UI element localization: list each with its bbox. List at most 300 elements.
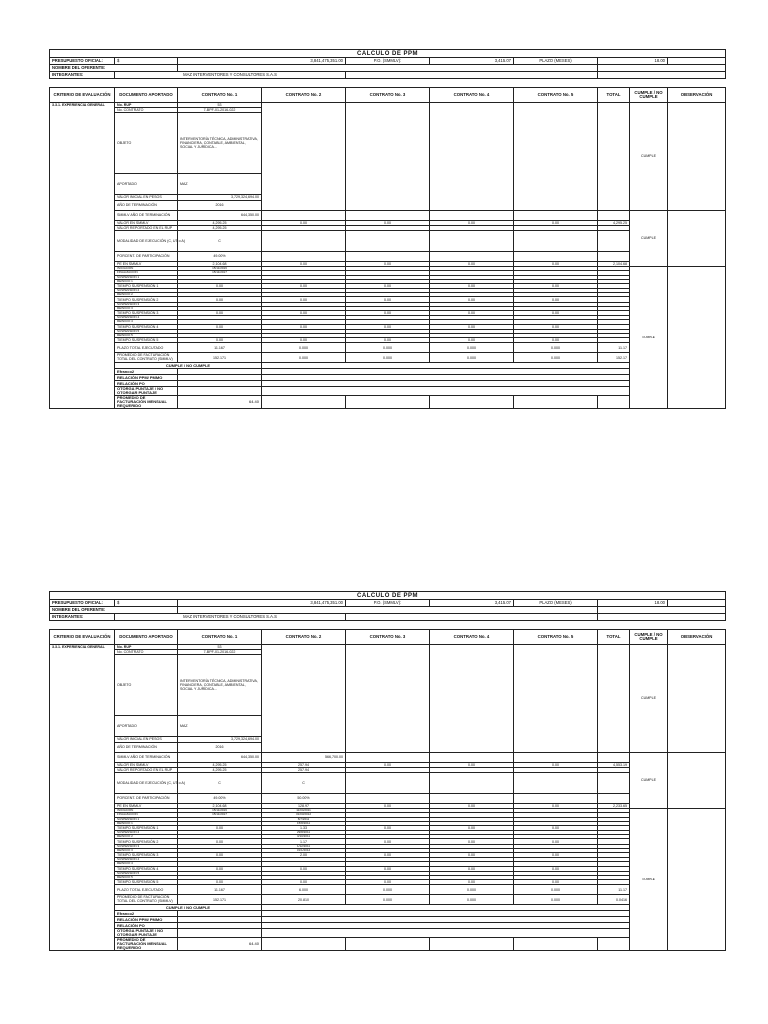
empty-cell bbox=[262, 395, 346, 409]
tiempo-3-c4: 0.00 bbox=[430, 853, 514, 858]
promedio-total: 0.0416 bbox=[598, 895, 630, 905]
finalizacion-1: 15/11/2017 bbox=[178, 813, 262, 817]
valor-rup-label: VALOR REPORTADO EN EL RUP bbox=[115, 767, 178, 772]
empty-cell bbox=[346, 793, 430, 803]
empty-cell bbox=[598, 72, 726, 79]
plazo-total-label: PLAZO TOTAL EJECUTADO bbox=[115, 343, 178, 353]
sheet-title: CALCULO DE PPM bbox=[50, 50, 726, 58]
empty-cell bbox=[514, 645, 598, 753]
tiempo-1-c1: 0.00 bbox=[178, 825, 262, 830]
reinicio-3-label: REINICIO 3 bbox=[115, 306, 178, 310]
smmlv-1: 644,350.00 bbox=[178, 752, 262, 762]
col-cumple: CUMPLE / NO CUMPLE bbox=[630, 88, 668, 103]
iniciacion-1: 15/11/2016 bbox=[178, 267, 262, 271]
tiempo-4-c1: 0.00 bbox=[178, 866, 262, 871]
col-documento: DOCUMENTO APORTADO bbox=[115, 630, 178, 645]
relacion-ppm-label: RELACIÓN PPM/ PMMO bbox=[115, 917, 178, 923]
plazo-c1: 11.167 bbox=[178, 885, 262, 895]
valor-rup-label: VALOR REPORTADO EN EL RUP bbox=[115, 225, 178, 230]
tiempo-4-c5: 0.00 bbox=[514, 866, 598, 871]
tiempo-1-c4: 0.00 bbox=[430, 825, 514, 830]
finalizacion-1: 15/11/2017 bbox=[178, 271, 262, 275]
empty-cell bbox=[178, 387, 262, 395]
tiempo-5-c1: 0.00 bbox=[178, 880, 262, 885]
empty-cell bbox=[598, 251, 630, 261]
tiempo-4-c2: 0.00 bbox=[262, 324, 346, 329]
valor-smmlv-1: 4,295.25 bbox=[178, 762, 262, 767]
col-observacion: OBSERVACIÓN bbox=[668, 630, 726, 645]
reinicio-5-label: REINICIO 5 bbox=[115, 875, 178, 879]
empty-cell bbox=[598, 395, 630, 409]
tiempo-susp-4-label: TIEMPO SUSPENSIÓN 4 bbox=[115, 866, 178, 871]
col-documento: DOCUMENTO APORTADO bbox=[115, 88, 178, 103]
empty-cell bbox=[430, 251, 514, 261]
pe-smmlv-3: 0.00 bbox=[346, 261, 430, 266]
col-contrato-4: CONTRATO No. 4 bbox=[430, 88, 514, 103]
tiempo-susp-1-label: TIEMPO SUSPENSIÓN 1 bbox=[115, 283, 178, 288]
iniciacion-2: 11/04/2011 bbox=[262, 809, 346, 813]
relacion-ppm-label: RELACIÓN PPM/ PMMO bbox=[115, 375, 178, 381]
nombre-value bbox=[178, 607, 598, 614]
empty-cell bbox=[178, 929, 262, 937]
empty-cell bbox=[346, 614, 598, 621]
promedio-c1: 152.171 bbox=[178, 895, 262, 905]
tiempo-4-c5: 0.00 bbox=[514, 324, 598, 329]
contrato-label: No. CONTRATO bbox=[115, 108, 178, 113]
empty-cell bbox=[598, 937, 630, 951]
valor-smmlv-5: 0.00 bbox=[514, 762, 598, 767]
aportado-label: APORTADO bbox=[115, 174, 178, 195]
plazo-c5: 0.000 bbox=[514, 885, 598, 895]
cumple-no-label: CUMPLE / NO CUMPLE bbox=[115, 905, 262, 911]
relacion-po-label: RELACIÓN PO bbox=[115, 923, 178, 929]
empty-cell bbox=[430, 230, 514, 251]
valor-smmlv-4: 0.00 bbox=[430, 762, 514, 767]
col-contrato-5: CONTRATO No. 5 bbox=[514, 88, 598, 103]
promedio-c3: 0.000 bbox=[346, 353, 430, 363]
objeto-label: OBJETO bbox=[115, 655, 178, 716]
aportado-value: MAZ bbox=[178, 174, 262, 195]
rup-value: 53 bbox=[178, 645, 262, 650]
tiempo-2-c5: 0.00 bbox=[514, 297, 598, 302]
valor-inicial-1: 3,729,324,694.00 bbox=[178, 737, 262, 742]
col-observacion: OBSERVACIÓN bbox=[668, 88, 726, 103]
po-value: 3,415.07 bbox=[430, 600, 514, 607]
suspension-3-c2: 1/12/2011 bbox=[262, 844, 346, 848]
presupuesto-value: 3,841,475,351.00 bbox=[178, 58, 346, 65]
tiempo-5-c2: 0.00 bbox=[262, 338, 346, 343]
suspension-4-label: SUSPENSIÓN 4 bbox=[115, 858, 178, 862]
cumple-exp: CUMPLE bbox=[630, 645, 668, 753]
tiempo-susp-2-label: TIEMPO SUSPENSIÓN 2 bbox=[115, 839, 178, 844]
valor-inicial-value: 3,729,324,694.00 bbox=[178, 195, 262, 200]
empty-cell bbox=[514, 251, 598, 261]
cumple-valor: CUMPLE bbox=[630, 752, 668, 809]
plazo-total: 11.17 bbox=[598, 885, 630, 895]
empty-cell bbox=[346, 103, 430, 211]
pe-smmlv-5: 0.00 bbox=[514, 803, 598, 808]
empty-cell bbox=[430, 103, 514, 211]
empty-cell bbox=[668, 645, 726, 753]
suspension-3-label: SUSPENSIÓN 3 bbox=[115, 302, 178, 306]
plazo-c3: 0.000 bbox=[346, 885, 430, 895]
empty-cell bbox=[598, 793, 630, 803]
plazo-c3: 0.000 bbox=[346, 343, 430, 353]
rup-label: No. RUP bbox=[115, 103, 178, 108]
valor-rup-1: 4,295.25 bbox=[178, 225, 262, 230]
sheet-1 bbox=[49, 49, 719, 409]
col-contrato-3: CONTRATO No. 3 bbox=[346, 88, 430, 103]
empty-cell bbox=[430, 772, 514, 793]
pe-smmlv-total: 2,104.68 bbox=[598, 261, 630, 266]
integrantes-value: MAZ INTERVENTORES Y CONSULTORES S.A.S bbox=[115, 72, 346, 79]
valor-smmlv-label: VALOR EN SMMLV bbox=[115, 220, 178, 225]
plazo-c5: 0.000 bbox=[514, 343, 598, 353]
col-criterio: CRITERIO DE EVALUACIÓN bbox=[50, 88, 115, 103]
promedio-c2: 0.000 bbox=[262, 353, 346, 363]
empty-cell bbox=[514, 752, 598, 762]
suspension-4-label: SUSPENSIÓN 4 bbox=[115, 316, 178, 320]
presupuesto-label: PRESUPUESTO OFICIAL: bbox=[50, 58, 115, 65]
aportado-value: MAZ bbox=[178, 716, 262, 737]
empty-cell bbox=[598, 210, 630, 220]
valor-smmlv-label: VALOR EN SMMLV bbox=[115, 762, 178, 767]
tiempo-susp-5-label: TIEMPO SUSPENSIÓN 5 bbox=[115, 338, 178, 343]
empty-cell bbox=[668, 267, 726, 409]
empty-cell bbox=[346, 230, 430, 251]
tiempo-4-c4: 0.00 bbox=[430, 866, 514, 871]
empty-cell bbox=[430, 937, 514, 951]
col-contrato-1: CONTRATO No. 1 bbox=[178, 630, 262, 645]
empty-cell bbox=[430, 395, 514, 409]
experiencia-label: 3.3.1. EXPERIENCIA GENERAL bbox=[50, 645, 115, 951]
iniciacion-label: INICIACIÓN bbox=[115, 267, 178, 271]
plazo-c2: 6.000 bbox=[262, 885, 346, 895]
promedio-c1: 152.171 bbox=[178, 353, 262, 363]
empty-cell bbox=[668, 58, 726, 65]
valor-smmlv-4: 0.00 bbox=[430, 220, 514, 225]
relacion-po-label: RELACIÓN PO bbox=[115, 381, 178, 387]
nombre-label: NOMBRE DEL OFERENTE: bbox=[50, 65, 178, 72]
tiempo-3-c3: 0.00 bbox=[346, 311, 430, 316]
empty-cell bbox=[514, 230, 598, 251]
spacer bbox=[50, 79, 726, 88]
finalizacion-label: FINALIZACIÓN bbox=[115, 813, 178, 817]
col-contrato-4: CONTRATO No. 4 bbox=[430, 630, 514, 645]
modalidad-label: MODALIDAD DE EJECUCIÓN (C, UT o A) bbox=[115, 230, 178, 251]
po-value: 3,415.07 bbox=[430, 58, 514, 65]
promedio-req-value: 64.40 bbox=[178, 937, 262, 951]
objeto-label: OBJETO bbox=[115, 113, 178, 174]
ppm-table-2 bbox=[49, 591, 726, 951]
valor-smmlv-3: 0.00 bbox=[346, 220, 430, 225]
promedio-req-label: PROMEDIO DE FACTURACIÓN MENSUAL REQUERIDO bbox=[115, 395, 178, 409]
ano-term-1: 2016 bbox=[178, 742, 262, 752]
integrantes-label: INTEGRANTES: bbox=[50, 72, 115, 79]
empty-cell bbox=[598, 65, 726, 72]
tiempo-1-c5: 0.00 bbox=[514, 825, 598, 830]
modalidad-1: C bbox=[178, 772, 262, 793]
valor-smmlv-3: 0.00 bbox=[346, 762, 430, 767]
empty-cell bbox=[514, 103, 598, 211]
contrato-label: No. CONTRATO bbox=[115, 650, 178, 655]
empty-cell bbox=[346, 210, 430, 220]
empty-cell bbox=[598, 614, 726, 621]
reinicio-3-c2: 31/1/2012 bbox=[262, 848, 346, 852]
tiempo-2-c1: 0.00 bbox=[178, 839, 262, 844]
porcentaje-label: PORCENT. DE PARTICIPACIÓN bbox=[115, 793, 178, 803]
iniciacion-label: INICIACIÓN bbox=[115, 809, 178, 813]
tiempo-5-c3: 0.00 bbox=[346, 338, 430, 343]
tiempo-susp-5-label: TIEMPO SUSPENSIÓN 5 bbox=[115, 880, 178, 885]
promedio-total-label: PROMEDIO DE FACTURACIÓN TOTAL DEL CONTRATO (SMMLV) bbox=[115, 895, 178, 905]
col-contrato-5: CONTRATO No. 5 bbox=[514, 630, 598, 645]
tiempo-4-c3: 0.00 bbox=[346, 324, 430, 329]
tiempo-5-c2: 0.00 bbox=[262, 880, 346, 885]
tiempo-susp-1-label: TIEMPO SUSPENSIÓN 1 bbox=[115, 825, 178, 830]
col-contrato-3: CONTRATO No. 3 bbox=[346, 630, 430, 645]
plazo-value: 18.00 bbox=[598, 600, 668, 607]
rup-value: 53 bbox=[178, 103, 262, 108]
empty-cell bbox=[346, 752, 430, 762]
efranco-label: Efranco2 bbox=[115, 911, 178, 917]
tiempo-5-c4: 0.00 bbox=[430, 338, 514, 343]
empty-cell bbox=[346, 645, 430, 753]
empty-cell bbox=[430, 210, 514, 220]
col-cumple: CUMPLE / NO CUMPLE bbox=[630, 630, 668, 645]
tiempo-4-c3: 0.00 bbox=[346, 866, 430, 871]
empty-cell bbox=[346, 72, 598, 79]
valor-smmlv-2: 257.94 bbox=[262, 762, 346, 767]
po-label: P.O. (SMMLV): bbox=[346, 600, 430, 607]
pe-smmlv-4: 0.00 bbox=[430, 803, 514, 808]
valor-inicial-label: VALOR INICIAL EN PESOS bbox=[115, 195, 178, 200]
promedio-req-label: PROMEDIO DE FACTURACIÓN MENSUAL REQUERIDO bbox=[115, 937, 178, 951]
tiempo-susp-2-label: TIEMPO SUSPENSIÓN 2 bbox=[115, 297, 178, 302]
tiempo-2-c2: 1.17 bbox=[262, 839, 346, 844]
empty-cell bbox=[598, 103, 630, 211]
reinicio-2-c2: 3/10/2011 bbox=[262, 835, 346, 839]
rup-label: No. RUP bbox=[115, 645, 178, 650]
pe-smmlv-4: 0.00 bbox=[430, 261, 514, 266]
promedio-req-value: 64.40 bbox=[178, 395, 262, 409]
suspension-1-c2: 6/7/2011 bbox=[262, 817, 346, 821]
empty-cell bbox=[262, 929, 630, 937]
ano-term-1: 2016 bbox=[178, 200, 262, 210]
ppm-table-1 bbox=[49, 49, 726, 409]
promedio-c4: 0.000 bbox=[430, 895, 514, 905]
cumple-plazo: CUMPLE bbox=[630, 267, 668, 409]
tiempo-susp-4-label: TIEMPO SUSPENSIÓN 4 bbox=[115, 324, 178, 329]
porcentaje-label: PORCENT. DE PARTICIPACIÓN bbox=[115, 251, 178, 261]
tiempo-5-c5: 0.00 bbox=[514, 338, 598, 343]
tiempo-3-c3: 0.00 bbox=[346, 853, 430, 858]
reinicio-4-label: REINICIO 4 bbox=[115, 862, 178, 866]
tiempo-2-c1: 0.00 bbox=[178, 297, 262, 302]
reinicio-2-label: REINICIO 2 bbox=[115, 293, 178, 297]
tiempo-2-c5: 0.00 bbox=[514, 839, 598, 844]
plazo-label: PLAZO (MESES) bbox=[514, 58, 598, 65]
suspension-5-label: SUSPENSIÓN 5 bbox=[115, 871, 178, 875]
spacer bbox=[50, 621, 726, 630]
col-contrato-2: CONTRATO No. 2 bbox=[262, 88, 346, 103]
smmlv-label: SMMLV AÑO DE TERMINACIÓN bbox=[115, 752, 178, 762]
valor-inicial-label: VALOR INICIAL EN PESOS bbox=[115, 737, 178, 742]
reinicio-1-c2: 15/8/2011 bbox=[262, 821, 346, 825]
col-total: TOTAL bbox=[598, 88, 630, 103]
reinicio-3-label: REINICIO 3 bbox=[115, 848, 178, 852]
porcentaje-1: 49.00% bbox=[178, 251, 262, 261]
empty-cell bbox=[668, 210, 726, 267]
pe-smmlv-2: 0.00 bbox=[262, 261, 346, 266]
valor-smmlv-1: 4,295.25 bbox=[178, 220, 262, 225]
ano-term-label: AÑO DE TERMINACIÓN bbox=[115, 742, 178, 752]
empty-cell bbox=[668, 752, 726, 809]
promedio-c4: 0.000 bbox=[430, 353, 514, 363]
tiempo-4-c4: 0.00 bbox=[430, 324, 514, 329]
objeto-value: INTERVENTORÍA TÉCNICA, ADMINISTRATIVA, FINANCIERA, CONTABLE, AMBIENTAL, SOCIAL Y JURÍDICA... bbox=[178, 113, 262, 174]
po-label: P.O. (SMMLV): bbox=[346, 58, 430, 65]
suspension-1-label: SUSPENSIÓN 1 bbox=[115, 275, 178, 279]
reinicio-5-label: REINICIO 5 bbox=[115, 333, 178, 337]
empty-cell bbox=[598, 230, 630, 251]
empty-cell bbox=[514, 793, 598, 803]
col-total: TOTAL bbox=[598, 630, 630, 645]
pe-smmlv-2: 128.97 bbox=[262, 803, 346, 808]
empty-cell bbox=[598, 752, 630, 762]
promedio-c2: 20.810 bbox=[262, 895, 346, 905]
empty-cell bbox=[668, 809, 726, 951]
cumple-plazo: CUMPLE bbox=[630, 809, 668, 951]
smmlv-label: SMMLV AÑO DE TERMINACIÓN bbox=[115, 210, 178, 220]
promedio-c5: 0.000 bbox=[514, 353, 598, 363]
empty-cell bbox=[262, 251, 346, 261]
reinicio-4-label: REINICIO 4 bbox=[115, 320, 178, 324]
reinicio-1-label: REINICIO 1 bbox=[115, 821, 178, 825]
col-contrato-1: CONTRATO No. 1 bbox=[178, 88, 262, 103]
empty-cell bbox=[262, 103, 346, 211]
valor-rup-1: 4,295.25 bbox=[178, 767, 262, 772]
col-criterio: CRITERIO DE EVALUACIÓN bbox=[50, 630, 115, 645]
pe-smmlv-label: PE EN SMMLV bbox=[115, 803, 178, 808]
empty-cell bbox=[598, 772, 630, 793]
tiempo-1-c3: 0.00 bbox=[346, 283, 430, 288]
pe-smmlv-3: 0.00 bbox=[346, 803, 430, 808]
presupuesto-label: PRESUPUESTO OFICIAL: bbox=[50, 600, 115, 607]
iniciacion-1: 15/11/2016 bbox=[178, 809, 262, 813]
tiempo-3-c2: 2.00 bbox=[262, 853, 346, 858]
tiempo-5-c1: 0.00 bbox=[178, 338, 262, 343]
pe-smmlv-1: 2,104.68 bbox=[178, 261, 262, 266]
suspension-2-label: SUSPENSIÓN 2 bbox=[115, 831, 178, 835]
tiempo-1-c5: 0.00 bbox=[514, 283, 598, 288]
plazo-label: PLAZO (MESES) bbox=[514, 600, 598, 607]
empty-cell bbox=[430, 752, 514, 762]
tiempo-1-c3: 0.00 bbox=[346, 825, 430, 830]
currency: $ bbox=[115, 600, 178, 607]
porcentaje-1: 49.00% bbox=[178, 793, 262, 803]
reinicio-2-label: REINICIO 2 bbox=[115, 835, 178, 839]
otorga-label: OTORGA PUNTAJE / NO OTORGAR PUNTAJE bbox=[115, 929, 178, 937]
cumple-valor: CUMPLE bbox=[630, 210, 668, 267]
pe-smmlv-label: PE EN SMMLV bbox=[115, 261, 178, 266]
promedio-c3: 0.000 bbox=[346, 895, 430, 905]
suspension-2-c2: 29/8/2011 bbox=[262, 831, 346, 835]
smmlv-2: 566,700.00 bbox=[262, 752, 346, 762]
integrantes-label: INTEGRANTES: bbox=[50, 614, 115, 621]
plazo-total-label: PLAZO TOTAL EJECUTADO bbox=[115, 885, 178, 895]
ano-term-label: AÑO DE TERMINACIÓN bbox=[115, 200, 178, 210]
empty-cell bbox=[598, 607, 726, 614]
suspension-3-label: SUSPENSIÓN 3 bbox=[115, 844, 178, 848]
tiempo-2-c4: 0.00 bbox=[430, 297, 514, 302]
empty-cell bbox=[262, 645, 346, 753]
valor-smmlv-2: 0.00 bbox=[262, 220, 346, 225]
tiempo-susp-3-label: TIEMPO SUSPENSIÓN 3 bbox=[115, 311, 178, 316]
tiempo-5-c3: 0.00 bbox=[346, 880, 430, 885]
tiempo-3-c2: 0.00 bbox=[262, 311, 346, 316]
objeto-value: INTERVENTORÍA TÉCNICA, ADMINISTRATIVA, FINANCIERA, CONTABLE, AMBIENTAL, SOCIAL Y JURÍDICA... bbox=[178, 655, 262, 716]
promedio-c5: 0.000 bbox=[514, 895, 598, 905]
finalizacion-label: FINALIZACIÓN bbox=[115, 271, 178, 275]
otorga-label: OTORGA PUNTAJE / NO OTORGAR PUNTAJE bbox=[115, 387, 178, 395]
promedio-total-label: PROMEDIO DE FACTURACIÓN TOTAL DEL CONTRATO (SMMLV) bbox=[115, 353, 178, 363]
suspension-5-label: SUSPENSIÓN 5 bbox=[115, 329, 178, 333]
plazo-c4: 0.000 bbox=[430, 885, 514, 895]
pe-smmlv-1: 2,104.68 bbox=[178, 803, 262, 808]
tiempo-3-c5: 0.00 bbox=[514, 853, 598, 858]
empty-cell bbox=[514, 937, 598, 951]
pe-smmlv-5: 0.00 bbox=[514, 261, 598, 266]
tiempo-5-c4: 0.00 bbox=[430, 880, 514, 885]
tiempo-1-c2: 1.33 bbox=[262, 825, 346, 830]
efranco-label: Efranco2 bbox=[115, 369, 178, 375]
sheet-2 bbox=[49, 591, 719, 951]
tiempo-5-c5: 0.00 bbox=[514, 880, 598, 885]
tiempo-4-c1: 0.00 bbox=[178, 324, 262, 329]
tiempo-2-c2: 0.00 bbox=[262, 297, 346, 302]
tiempo-2-c3: 0.00 bbox=[346, 297, 430, 302]
empty-cell bbox=[668, 103, 726, 211]
empty-cell bbox=[430, 793, 514, 803]
aportado-label: APORTADO bbox=[115, 716, 178, 737]
presupuesto-value: 3,841,475,351.00 bbox=[178, 600, 346, 607]
plazo-c1: 11.167 bbox=[178, 343, 262, 353]
tiempo-1-c2: 0.00 bbox=[262, 283, 346, 288]
tiempo-3-c1: 0.00 bbox=[178, 311, 262, 316]
valor-rup-2: 257.94 bbox=[262, 767, 346, 772]
tiempo-4-c2: 0.00 bbox=[262, 866, 346, 871]
suspension-1-label: SUSPENSIÓN 1 bbox=[115, 817, 178, 821]
modalidad-label: MODALIDAD DE EJECUCIÓN (C, UT o A) bbox=[115, 772, 178, 793]
plazo-total: 11.17 bbox=[598, 343, 630, 353]
integrantes-value: MAZ INTERVENTORES Y CONSULTORES S.A.S bbox=[115, 614, 346, 621]
empty-cell bbox=[514, 395, 598, 409]
experiencia-label: 3.3.1. EXPERIENCIA GENERAL bbox=[50, 103, 115, 409]
empty-cell bbox=[514, 772, 598, 793]
empty-cell bbox=[262, 230, 346, 251]
sheet-title: CALCULO DE PPM bbox=[50, 592, 726, 600]
empty-cell bbox=[346, 395, 430, 409]
nombre-label: NOMBRE DEL OFERENTE: bbox=[50, 607, 178, 614]
pe-smmlv-total: 2,233.65 bbox=[598, 803, 630, 808]
finalizacion-2: 31/03/2012 bbox=[262, 813, 346, 817]
empty-cell bbox=[346, 251, 430, 261]
contrato-value: 7-BPF-01-2016-022 bbox=[178, 650, 262, 655]
cumple-no-label: CUMPLE / NO CUMPLE bbox=[115, 363, 262, 369]
cumple-exp: CUMPLE bbox=[630, 103, 668, 211]
tiempo-3-c5: 0.00 bbox=[514, 311, 598, 316]
